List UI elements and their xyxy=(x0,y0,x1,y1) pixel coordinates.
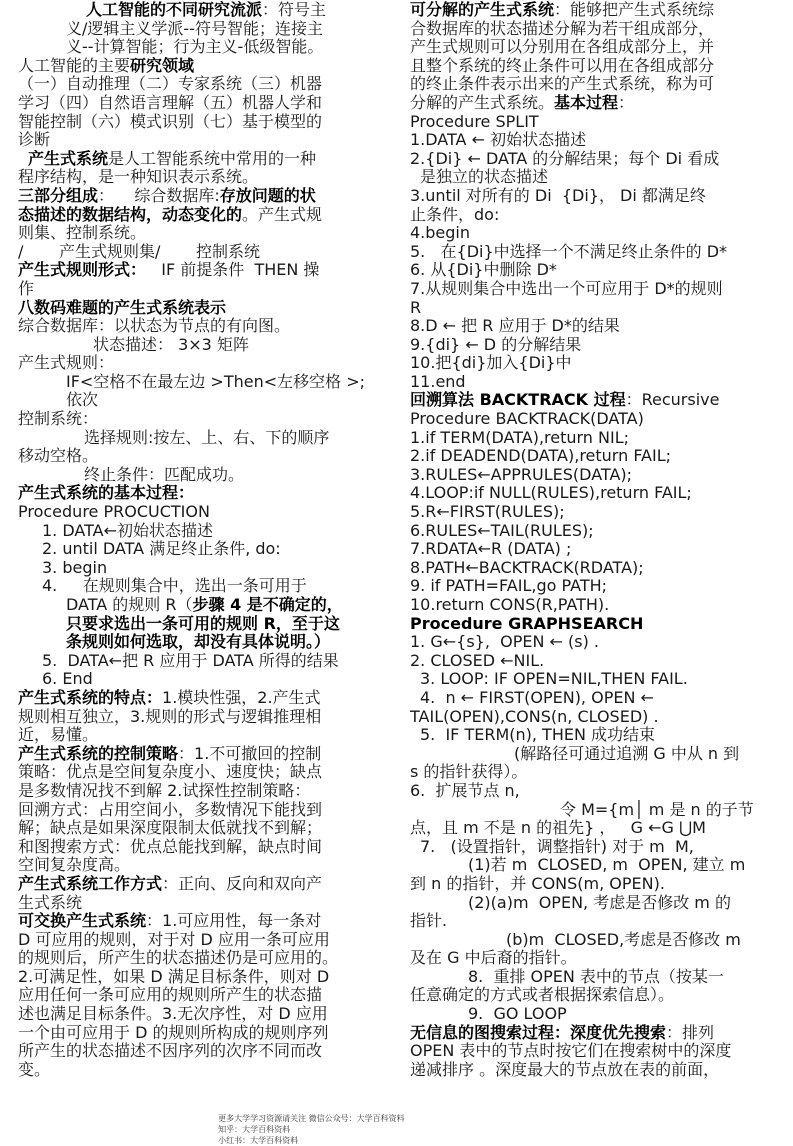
text-line xyxy=(410,466,772,485)
body-text: 4.LOOP:if NULL(RULES),return FAIL; xyxy=(410,483,692,503)
text-line xyxy=(410,763,772,782)
body-text: 状态描述： 3×3 矩阵 xyxy=(93,334,249,354)
body-text: 5.R←FIRST(RULES); xyxy=(410,502,565,522)
text-line xyxy=(410,187,772,206)
text-line xyxy=(410,577,772,596)
bold-heading: 产生式规则形式： xyxy=(18,260,147,280)
text-line xyxy=(410,20,772,39)
body-text: 5. IF TERM(n), THEN 成功结束 xyxy=(420,725,656,745)
body-text: 6. 从{Di}中删除 D* xyxy=(410,260,557,280)
body-text: 4.begin xyxy=(410,223,471,243)
body-text: ： 综合数据库: xyxy=(98,185,220,205)
text-line xyxy=(410,838,772,857)
body-text: 作 xyxy=(18,278,35,298)
body-text: ：正向、反向和双向产 xyxy=(162,873,323,893)
body-text: 6. End xyxy=(42,669,93,689)
body-text: 回溯方式：占用空间小，多数情况下能找到 xyxy=(18,799,323,819)
bold-heading: 产生式系统工作方式 xyxy=(18,873,163,893)
body-text: D 可应用的规则，对于对 D 应用一条可应用 xyxy=(18,929,330,949)
body-text: 2.可满足性，如果 D 满足目标条件，则对 D xyxy=(18,966,330,986)
text-line xyxy=(410,912,772,931)
text-line xyxy=(18,931,390,950)
text-line xyxy=(410,968,772,987)
text-line xyxy=(18,466,390,485)
body-text: 义--计算智能；行为主义-低级智能。 xyxy=(66,37,324,57)
text-line xyxy=(410,317,772,336)
body-text: 空间复杂度高。 xyxy=(18,855,131,875)
body-text: 移动空格。 xyxy=(18,446,99,466)
body-text: 分解的产生式系统。 xyxy=(410,92,555,112)
body-text: 诊断 xyxy=(18,130,51,150)
body-text: 应用任何一条可应用的规则所产生的状态描 xyxy=(18,985,323,1005)
text-line xyxy=(410,224,772,243)
text-line xyxy=(18,299,390,318)
body-text: IF<空格不在最左边 >Then<左移空格 >; xyxy=(66,371,366,391)
text-line xyxy=(18,373,390,392)
text-line xyxy=(410,670,772,689)
body-text: 9.{di} ← D 的分解结果 xyxy=(410,334,582,354)
body-text: (1)若 m CLOSED, m OPEN, 建立 m xyxy=(468,855,746,875)
text-line xyxy=(410,38,772,57)
text-line xyxy=(410,57,772,76)
text-line xyxy=(18,1005,390,1024)
body-text: （一）自动推理（二）专家系统（三）机器 xyxy=(18,74,323,94)
text-line xyxy=(410,280,772,299)
text-line xyxy=(18,819,390,838)
text-line xyxy=(18,38,390,57)
body-text: 2. until DATA 满足终止条件, do: xyxy=(42,539,281,559)
text-line xyxy=(18,763,390,782)
text-line xyxy=(18,875,390,894)
text-line xyxy=(410,484,772,503)
text-line xyxy=(410,299,772,318)
body-text: OPEN 表中的节点时按它们在搜索树中的深度 xyxy=(410,1041,732,1061)
body-text: 8.PATH←BACKTRACK(RDATA); xyxy=(410,557,644,577)
bold-heading: 产生式系统 xyxy=(28,148,109,168)
text-line xyxy=(18,317,390,336)
text-line xyxy=(18,336,390,355)
body-text: (解路径可通过追溯 G 中从 n 到 xyxy=(514,743,740,763)
body-text: 2.if DEADEND(DATA),return FAIL; xyxy=(410,446,672,466)
text-line xyxy=(18,708,390,727)
text-line xyxy=(18,894,390,913)
body-text: ：1.可应用性，每一条对 xyxy=(146,911,322,931)
text-line xyxy=(18,94,390,113)
body-text: 3.RULES←APPRULES(DATA); xyxy=(410,464,633,484)
text-line xyxy=(18,447,390,466)
body-text: ：符号主 xyxy=(262,0,327,19)
text-line xyxy=(410,168,772,187)
text-line xyxy=(18,782,390,801)
bold-heading: Procedure GRAPHSEARCH xyxy=(410,613,644,633)
body-text: 指针. xyxy=(410,911,448,931)
text-line xyxy=(410,429,772,448)
body-text: / 产生式规则集/ 控制系统 xyxy=(18,241,260,261)
text-line xyxy=(18,280,390,299)
text-line xyxy=(18,949,390,968)
body-text: 止条件，do: xyxy=(410,204,500,224)
bold-heading: 存放问题的状 xyxy=(219,185,316,205)
body-text: R xyxy=(410,297,422,317)
body-text: (b)m CLOSED,考虑是否修改 m xyxy=(506,929,741,949)
body-text: 5. DATA←把 R 应用于 DATA 所得的结果 xyxy=(42,650,339,670)
body-text: 1. DATA←初始状态描述 xyxy=(42,520,213,540)
text-line xyxy=(410,447,772,466)
body-text: 10.把{di}加入{Di}中 xyxy=(410,353,572,373)
body-text: IF 前提条件 THEN 操 xyxy=(146,260,320,280)
body-text: 11.end xyxy=(410,371,466,391)
bold-heading: 步骤 4 是不确定的， xyxy=(192,595,343,614)
text-line xyxy=(18,429,390,448)
bold-heading: 条规则如何选取，却没有具体说明。） xyxy=(66,632,331,652)
text-line xyxy=(410,391,772,410)
body-text: 8.D ← 把 R 应用于 D*的结果 xyxy=(410,316,620,336)
footer-zhihu: 知乎：大学百科资料 xyxy=(218,1125,291,1134)
text-line xyxy=(18,801,390,820)
text-line xyxy=(18,670,390,689)
bold-heading: 八数码难题的产生式系统表示 xyxy=(18,297,227,317)
body-text: 点，且 m 不是 n 的祖先} ， G ←G ⋃M xyxy=(410,818,706,838)
body-text: 9. if PATH=FAIL,go PATH; xyxy=(410,576,608,596)
text-line xyxy=(410,540,772,559)
text-line xyxy=(18,354,390,373)
text-line xyxy=(410,336,772,355)
text-line xyxy=(410,819,772,838)
body-text: 解；缺点是如果深度限制太低就找不到解； xyxy=(18,818,323,838)
text-line xyxy=(18,968,390,987)
text-line xyxy=(18,113,390,132)
text-line xyxy=(410,522,772,541)
text-line xyxy=(18,484,390,503)
text-line xyxy=(18,1024,390,1043)
text-line xyxy=(410,615,772,634)
text-line xyxy=(18,633,390,652)
text-line xyxy=(410,373,772,392)
text-line xyxy=(410,986,772,1005)
text-line xyxy=(410,131,772,150)
body-text: DATA 的规则 R（ xyxy=(66,595,193,614)
body-text: Procedure SPLIT xyxy=(410,111,539,131)
body-text: 到 n 的指针，并 CONS(m, OPEN). xyxy=(410,873,665,893)
body-text: (2)(a)m OPEN, 考虑是否修改 m 的 xyxy=(468,892,731,912)
body-text: 近，易懂。 xyxy=(18,725,99,745)
bold-heading: 只要求选出一条可用的规则 R，至于这 xyxy=(66,613,340,633)
body-text: ：Recursive xyxy=(625,390,720,410)
text-line xyxy=(410,113,772,132)
text-line xyxy=(18,503,390,522)
body-text: 2. CLOSED ←NIL. xyxy=(410,650,545,670)
text-line xyxy=(410,596,772,615)
text-line xyxy=(18,243,390,262)
body-text: 且整个系统的终止条件可以用在各组成部分 xyxy=(410,55,715,75)
text-line xyxy=(410,559,772,578)
text-line xyxy=(18,912,390,931)
body-text: 是人工智能系统中常用的一种 xyxy=(108,148,317,168)
text-line xyxy=(18,540,390,559)
bold-heading: 产生式系统的特点： xyxy=(18,687,163,707)
text-line xyxy=(18,1042,390,1061)
bold-heading: 研究领域 xyxy=(130,55,195,75)
body-text: 2.{Di} ← DATA 的分解结果；每个 Di 看成 xyxy=(410,148,720,168)
bold-heading: 态描述的数据结构，动态变化的 xyxy=(18,204,243,224)
body-text: ：排列 xyxy=(666,1022,715,1042)
text-line xyxy=(410,894,772,913)
body-text: 10.return CONS(R,PATH). xyxy=(410,595,610,614)
body-text: 7.从规则集合中选出一个可应用于 D*的规则 xyxy=(410,278,723,298)
text-line xyxy=(18,20,390,39)
text-line xyxy=(410,354,772,373)
left-column xyxy=(18,1,390,1079)
bold-heading: 回溯算法 BACKTRACK 过程 xyxy=(410,390,626,410)
body-text: 依次 xyxy=(66,390,99,410)
text-line xyxy=(18,1,390,20)
text-line xyxy=(410,726,772,745)
text-line xyxy=(18,726,390,745)
text-line xyxy=(410,949,772,968)
text-line xyxy=(410,856,772,875)
text-line xyxy=(18,168,390,187)
body-text: 产生式规则： xyxy=(18,353,115,373)
body-text: 5. 在{Di}中选择一个不满足终止条件的 D* xyxy=(410,241,728,261)
body-text: 是多数情况找不到解 2.试探性控制策略： xyxy=(18,780,311,800)
body-text: 7.RDATA←R (DATA) ; xyxy=(410,539,572,559)
text-line xyxy=(410,1024,772,1043)
text-line xyxy=(410,150,772,169)
body-text: 任意确定的方式或者根据探索信息）。 xyxy=(410,985,675,1005)
bold-heading: 产生式系统的基本过程： xyxy=(18,483,195,503)
body-text: 合数据库的状态描述分解为若干组成部分， xyxy=(410,18,715,38)
text-line xyxy=(18,986,390,1005)
body-text: TAIL(OPEN),CONS(n, CLOSED) . xyxy=(410,706,659,726)
body-text: 。产生式规 xyxy=(242,204,323,224)
body-text: 1.模块性强，2.产生式 xyxy=(162,687,321,707)
text-line xyxy=(18,838,390,857)
text-line xyxy=(18,577,390,596)
bold-heading: 可交换产生式系统 xyxy=(18,911,147,931)
text-line xyxy=(410,708,772,727)
text-line xyxy=(410,875,772,894)
text-line xyxy=(18,206,390,225)
text-line xyxy=(18,75,390,94)
body-text: 智能控制（六）模式识别（七）基于模型的 xyxy=(18,111,323,131)
body-text: 所产生的状态描述不因序列的次序不同而改 xyxy=(18,1041,323,1061)
body-text: 综合数据库：以状态为节点的有向图。 xyxy=(18,316,291,336)
text-line xyxy=(18,522,390,541)
body-text: 一个由可应用于 D 的规则所构成的规则序列 xyxy=(18,1022,329,1042)
text-line xyxy=(18,187,390,206)
body-text: 8. 重排 OPEN 表中的节点（按某一 xyxy=(468,966,724,986)
text-line xyxy=(18,615,390,634)
text-line xyxy=(410,745,772,764)
bold-heading: 三部分组成 xyxy=(18,185,99,205)
page-footer xyxy=(213,1104,425,1146)
text-line xyxy=(18,745,390,764)
text-line xyxy=(410,652,772,671)
text-line xyxy=(18,131,390,150)
text-line xyxy=(18,1061,390,1080)
text-line xyxy=(410,75,772,94)
body-text: 选择规则:按左、上、右、下的顺序 xyxy=(84,427,330,447)
text-line xyxy=(410,931,772,950)
body-text: 产生式规则可以分别用在各组成部分上，并 xyxy=(410,37,715,57)
bold-heading: 产生式系统的控制策略 xyxy=(18,743,179,763)
text-line xyxy=(18,391,390,410)
body-text: 9. GO LOOP xyxy=(468,1004,567,1024)
text-line xyxy=(410,410,772,429)
text-line xyxy=(410,261,772,280)
text-line xyxy=(410,633,772,652)
body-text: 递减排序 。深度最大的节点放在表的前面， xyxy=(410,1059,720,1079)
text-line xyxy=(410,503,772,522)
body-text: 3.until 对所有的 Di {Di}， Di 都满足终 xyxy=(410,185,706,205)
text-line xyxy=(410,1042,772,1061)
body-text: Procedure PROCUCTION xyxy=(18,502,210,522)
text-line xyxy=(410,689,772,708)
body-text: 人工智能的主要 xyxy=(18,55,131,75)
body-text: 1.if TERM(DATA),return NIL; xyxy=(410,427,630,447)
text-line xyxy=(18,150,390,169)
text-line xyxy=(410,801,772,820)
bold-heading: 人工智能的不同研究流派 xyxy=(86,0,263,19)
body-text: 4. n ← FIRST(OPEN), OPEN ← xyxy=(420,687,654,707)
body-text: 控制系统： xyxy=(18,409,99,429)
body-text: ： xyxy=(618,92,635,112)
text-line xyxy=(410,1,772,20)
text-line xyxy=(410,1005,772,1024)
text-line xyxy=(410,206,772,225)
body-text: Procedure BACKTRACK(DATA) xyxy=(410,409,644,429)
body-text: 的规则后，所产生的状态描述仍是可应用的。 xyxy=(18,948,339,968)
body-text: ：1.不可撤回的控制 xyxy=(178,743,322,763)
text-line xyxy=(18,559,390,578)
text-line xyxy=(410,243,772,262)
bold-heading: 基本过程 xyxy=(554,92,619,112)
body-text: 3. LOOP: IF OPEN=NIL,THEN FAIL. xyxy=(420,669,688,689)
body-text: 1.DATA ← 初始状态描述 xyxy=(410,130,587,150)
body-text: 生式系统 xyxy=(18,892,83,912)
body-text: 是独立的状态描述 xyxy=(420,167,549,187)
text-line xyxy=(18,224,390,243)
body-text: ：能够把产生式系统综 xyxy=(554,0,715,19)
body-text: 终止条件：匹配成功。 xyxy=(84,464,245,484)
body-text: 义/逻辑主义学派--符号智能；连接主 xyxy=(66,18,323,38)
footer-xiaohongshu: 小红书：大学百科资料 xyxy=(218,1136,299,1145)
text-line xyxy=(410,94,772,113)
body-text: 规则相互独立，3.规则的形式与逻辑推理相 xyxy=(18,706,322,726)
text-line xyxy=(410,1061,772,1080)
body-text: 和图搜索方式：优点总能找到解，缺点时间 xyxy=(18,836,323,856)
body-text: 学习（四）自然语言理解（五）机器人学和 xyxy=(18,92,323,112)
text-line xyxy=(18,596,390,615)
body-text: 1. G←{s}, OPEN ← (s) . xyxy=(410,632,599,652)
text-line xyxy=(410,782,772,801)
body-text: 令 M={m│ m 是 n 的子节 xyxy=(560,799,754,819)
body-text: 6. 扩展节点 n, xyxy=(410,780,520,800)
bold-heading: 无信息的图搜索过程：深度优先搜索 xyxy=(410,1022,667,1042)
body-text: 变。 xyxy=(18,1059,51,1079)
text-line xyxy=(18,856,390,875)
text-line xyxy=(18,689,390,708)
text-line xyxy=(18,57,390,76)
body-text: 6.RULES←TAIL(RULES); xyxy=(410,520,594,540)
right-column xyxy=(410,1,772,1079)
body-text: 4. 在规则集合中，选出一条可用于 xyxy=(42,576,307,596)
body-text: 3. begin xyxy=(42,557,108,577)
body-text: 程序结构，是一种知识表示系统。 xyxy=(18,167,259,187)
text-line xyxy=(18,410,390,429)
body-text: 7. (设置指针，调整指针) 对于 m M, xyxy=(420,836,694,856)
body-text: 则集、控制系统。 xyxy=(18,223,147,243)
text-line xyxy=(18,261,390,280)
text-line xyxy=(18,652,390,671)
body-text: 的终止条件表示出来的产生式系统，称为可 xyxy=(410,74,715,94)
body-text: 述也满足目标条件。3.无次序性，对 D 应用 xyxy=(18,1004,328,1024)
bold-heading: 可分解的产生式系统 xyxy=(410,0,555,19)
footer-wechat: 更多大学学习资源请关注 微信公众号：大学百科资料 xyxy=(218,1114,405,1123)
body-text: 及在 G 中后裔的指针。 xyxy=(410,948,577,968)
body-text: 策略：优点是空间复杂度小、速度快；缺点 xyxy=(18,762,323,782)
body-text: s 的指针获得）。 xyxy=(410,762,528,782)
